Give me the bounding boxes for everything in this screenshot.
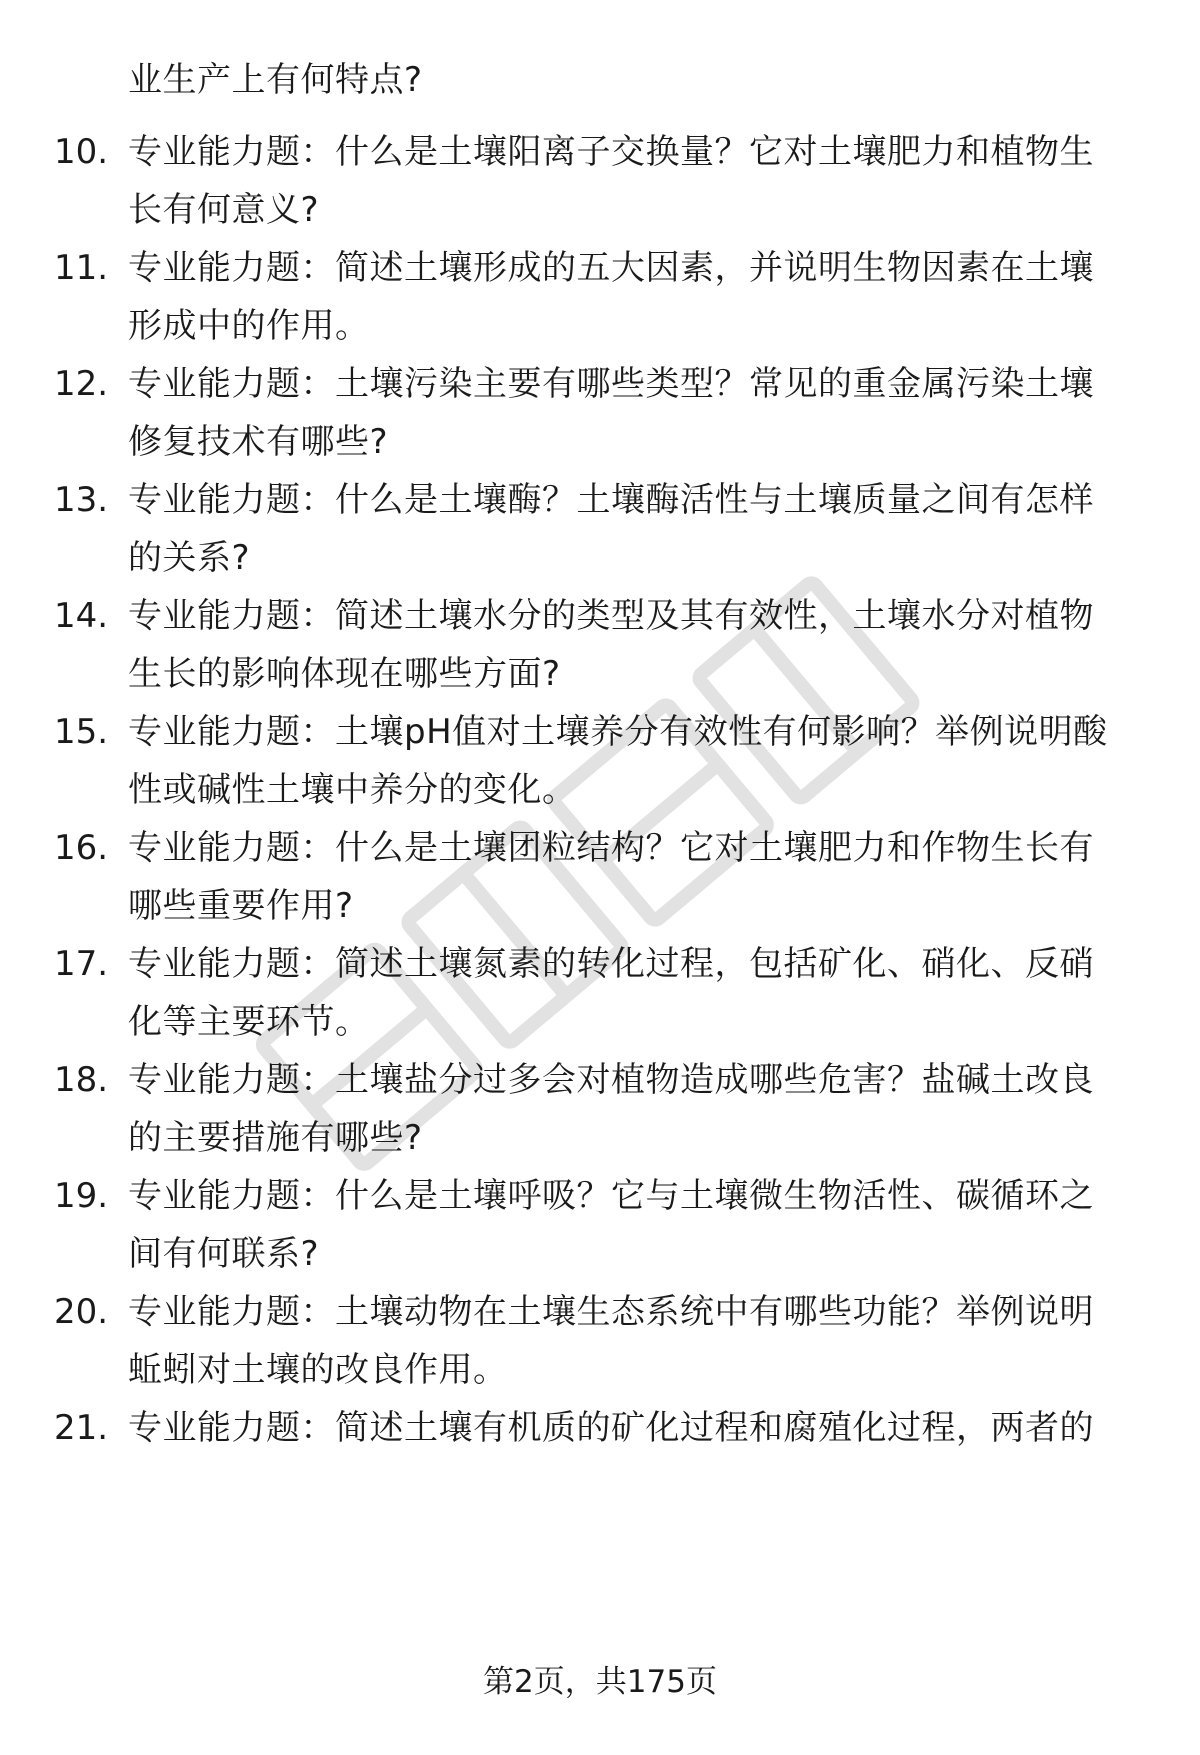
item-text-line: 专业能力题：什么是土壤团粒结构？它对土壤肥力和作物生长有 — [128, 828, 1094, 868]
item-text-line: 修复技术有哪些? — [128, 422, 389, 462]
item-text-line: 间有何联系? — [128, 1234, 320, 1274]
item-text-line: 专业能力题：什么是土壤呼吸？它与土壤微生物活性、碳循环之 — [128, 1176, 1094, 1216]
item-text-line: 专业能力题：简述土壤形成的五大因素，并说明生物因素在土壤 — [128, 248, 1094, 288]
item-text-line: 性或碱性土壤中养分的变化。 — [128, 770, 577, 810]
item-number: 20. — [54, 1292, 109, 1332]
item-number: 19. — [54, 1176, 109, 1216]
item-number: 12. — [54, 364, 109, 404]
page-footer: 第2页，共175页 — [483, 1664, 717, 1700]
item-text-line: 形成中的作用。 — [128, 306, 370, 346]
item-text-line: 专业能力题：什么是土壤酶？土壤酶活性与土壤质量之间有怎样 — [128, 480, 1094, 520]
item-text-line: 化等主要环节。 — [128, 1002, 370, 1042]
item-text-line: 专业能力题：土壤盐分过多会对植物造成哪些危害？盐碱土改良 — [128, 1060, 1094, 1100]
item-number: 16. — [54, 828, 109, 868]
item-text-line: 专业能力题：土壤动物在土壤生态系统中有哪些功能？举例说明 — [128, 1292, 1094, 1332]
item-number: 10. — [54, 132, 109, 172]
item-number: 15. — [54, 712, 109, 752]
item-text-line: 专业能力题：简述土壤氮素的转化过程，包括矿化、硝化、反硝 — [128, 944, 1094, 984]
item-text-line: 蚯蚓对土壤的改良作用。 — [128, 1350, 508, 1390]
item-number: 18. — [54, 1060, 109, 1100]
item-number: 21. — [54, 1408, 109, 1448]
item-text-line: 长有何意义? — [128, 190, 320, 230]
item-text-line: 的关系? — [128, 538, 251, 578]
item-number: 11. — [54, 248, 109, 288]
item-text-line: 生长的影响体现在哪些方面? — [128, 654, 561, 694]
item-number: 14. — [54, 596, 109, 636]
item-text-line: 专业能力题：土壤污染主要有哪些类型？常见的重金属污染土壤 — [128, 364, 1094, 404]
item-text-line: 专业能力题：简述土壤水分的类型及其有效性，土壤水分对植物 — [128, 596, 1094, 636]
item-number: 13. — [54, 480, 109, 520]
item-text-line: 业生产上有何特点? — [128, 60, 423, 100]
item-text-line: 专业能力题：什么是土壤阳离子交换量？它对土壤肥力和植物生 — [128, 132, 1094, 172]
item-number: 17. — [54, 944, 109, 984]
item-text-line: 专业能力题：简述土壤有机质的矿化过程和腐殖化过程，两者的 — [128, 1408, 1094, 1448]
item-text-line: 专业能力题：土壤pH值对土壤养分有效性有何影响？举例说明酸 — [128, 712, 1108, 752]
item-text-line: 的主要措施有哪些? — [128, 1118, 423, 1158]
item-text-line: 哪些重要作用? — [128, 886, 354, 926]
